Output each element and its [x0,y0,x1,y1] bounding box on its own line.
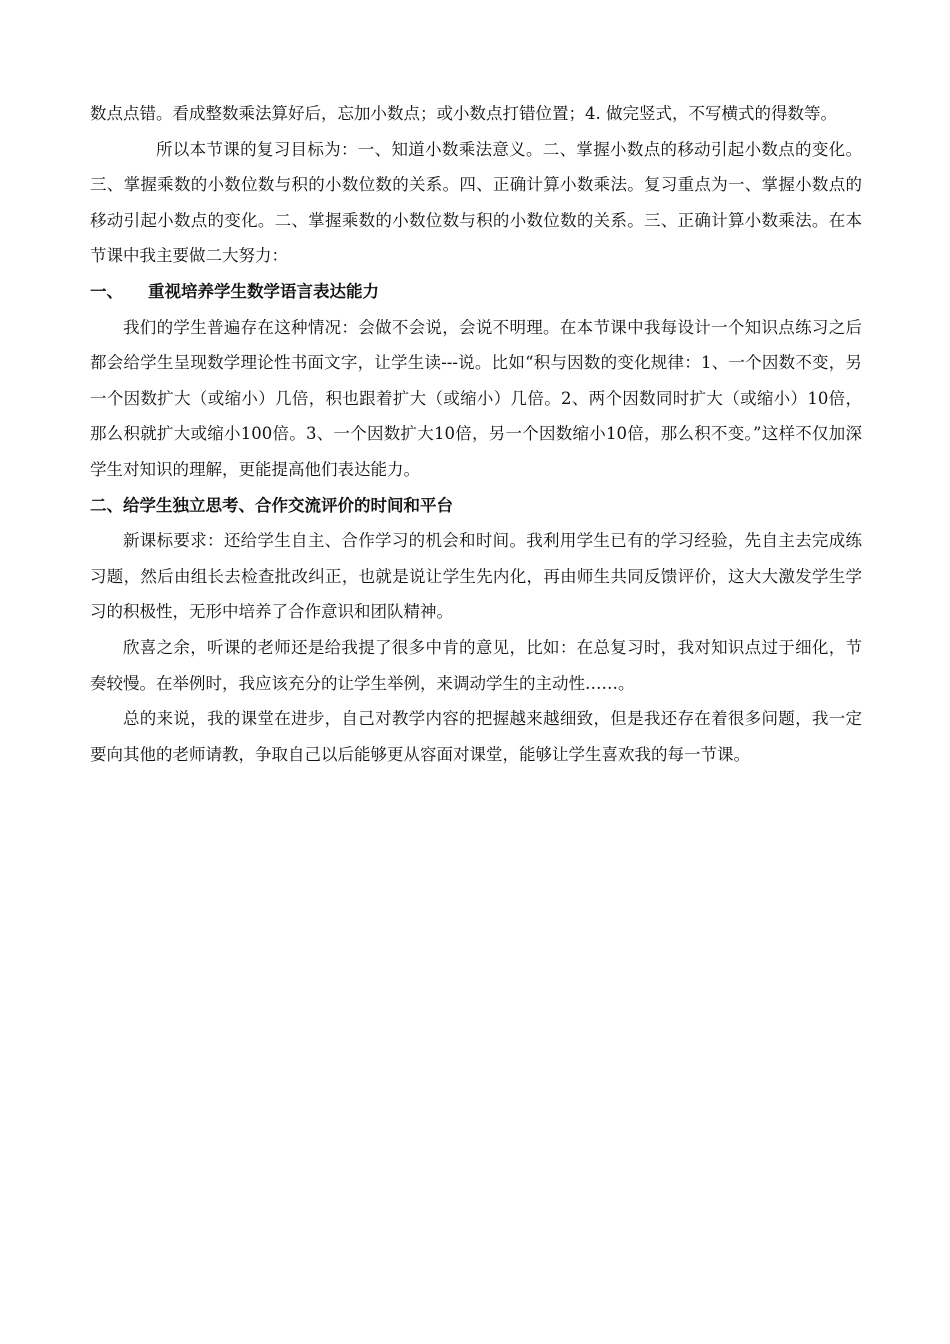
paragraph-summary: 总的来说，我的课堂在进步，自己对教学内容的把握越来越细致，但是我还存在着很多问题，我一定要向其他的老师请教，争取自己以后能够更从容面对课堂，能够让学生喜欢我的每一节课。 [90,709,862,764]
paragraph-language-expression: 我们的学生普遍存在这种情况：会做不会说，会说不明理。在本节课中我每设计一个知识点练习之后都会给学生呈现数学理论性书面文字，让学生读---说。比如“积与因数的变化规律：1、一个因数不变，另一个因数扩大（或缩小）几倍，积也跟着扩大（或缩小）几倍。2、两个因数同时扩大（或缩小）10倍，那么积就扩大或缩小100倍。3、一个因数扩大10倍，另一个因数缩小10倍，那么积不变。”这样不仅加深学生对知识的理解，更能提高他们表达能力。 [90,317,862,479]
section-heading-1 [90,274,862,310]
paragraph-cooperative-learning: 新课标要求：还给学生自主、合作学习的机会和时间。我利用学生已有的学习经验，先自主去完成练习题，然后由组长去检查批改纠正，也就是说让学生先内化，再由师生共同反馈评价，这大大激发学生学习的积极性，无形中培养了合作意识和团队精神。 [90,531,862,622]
paragraph-feedback: 欣喜之余，听课的老师还是给我提了很多中肯的意见，比如：在总复习时，我对知识点过于细化，节奏较慢。在举例时，我应该充分的让学生举例，来调动学生的主动性……。 [90,637,862,693]
paragraph-continuation: 数点点错。看成整数乘法算好后，忘加小数点；或小数点打错位置；4. 做完竖式，不写横式的得数等。 [90,104,837,123]
section-heading-1-text: 重视培养学生数学语言表达能力 [148,281,379,301]
section-heading-2: 二、给学生独立思考、合作交流评价的时间和平台 [90,495,453,515]
section-heading-1-number: 一、 [90,281,123,301]
paragraph-review-goals: 所以本节课的复习目标为：一、知道小数乘法意义。二、掌握小数点的移动引起小数点的变化。三、掌握乘数的小数位数与积的小数位数的关系。四、正确计算小数乘法。复习重点为一、掌握小数点的移动引起小数点的变化。二、掌握乘数的小数位数与积的小数位数的关系。三、正确计算小数乘法。在本节课中我主要做二大努力： [90,139,862,266]
document-body [90,96,862,772]
